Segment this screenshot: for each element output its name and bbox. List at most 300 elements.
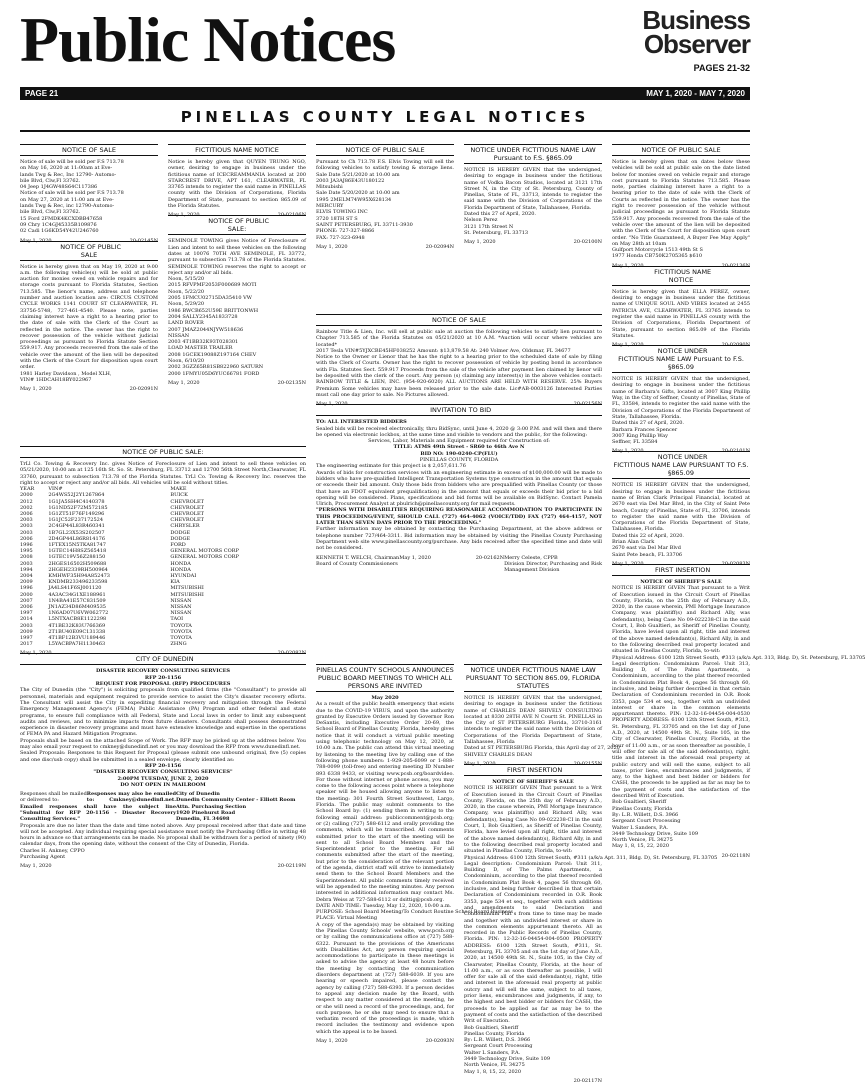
notice-body: Legal description: Condominium Parcel: Unit 311, Building D, of The Palms Apartments, a Condominium, according to the plat thereof recorded in Condominium Plat Book 4, pages 56 through 60, inclusive, and being further described in that certain Declaration of Condominium recorded in O.R. Book 3353, page 534 et seq., together with such additions and amendments to said Declaration and Condominium Plat s from time to time may be made and together with an undivided interest or share in the common elements appurtenant thereto. All as recorded in the Public Records of Pinellas County, Florida. PIN: 12-32-16-04454-004-0500 PROPERTY ADDRESS: 6100 12th Street South, #311, St. Petersburg, FL 33705 and on the 1st day of June A.D., 2020, at 14500 49th St. N., Suite 105, in the City of Clearwater, Pinellas County, Florida, at the hour of 11:00 a.m., or as soon thereafter as possible, I will offer for sale all of the said defendant(s), right, title and interest in the aforesaid real property at public outcry and will sell the same, subject to all taxes, prior liens, encumbrances and judgments, if any, to the highest and best bidder or bidders for CASH, the proceeds to be applied as far as may be to the payment of costs and the satisfaction of the described Writ of Execution. (464, 860, 602, 1025)
notice-body: NOTICE IS HEREBY GIVEN that the undersigned, desiring to engage in business under the fictitious name of Vodka Bacon Studios, located at 3121 17th Street N, in the City of St. Petersburg, County of Pinellas, State of FL, 33713, intends to register the said name with the Division of Corporations of the Florida Department of State, Tallahassee, Florida. (464, 167, 602, 211)
notice-line: Barbara Frances Spencer (612, 426, 678, 433)
notice-line: Dunedin, FL 34698 (176, 816, 230, 823)
table-cell: 2017 (20, 641, 33, 648)
notice-body: Rainbow Title & Lien, Inc. will sell at public sale at auction the following vehicles to satisfy lien pursuant to Chapter 713.585 of the Florida Statutes on 05/21/2020 at 10 A.M. *Auction will occur where vehicles are located* (316, 329, 602, 348)
notice-code: 20-02094N (425, 243, 454, 250)
table-cell: CHEVROLET (170, 498, 205, 505)
notice-line: Management Division (504, 567, 560, 574)
notice-date: May 1, 2020 (612, 560, 644, 567)
notice-line: 2004 SALLY2345A1833728 (168, 313, 238, 320)
notice-line: Dated at ST PETERSBURG Florida, this April day of 27, 2020 (464, 745, 620, 752)
table-cell: 1G1JC52F237172524 (48, 517, 104, 524)
notice-line: 1977 Honda CB750K2705365 $610 (612, 253, 703, 260)
table-cell: GENERAL MOTORS CORP (170, 548, 239, 555)
notice-title: TITLE: ATMS 49th Street - SR60 to 46th Ave N (393, 444, 525, 451)
notice (612, 564, 865, 859)
notice-code: 20-02093N (425, 1038, 454, 1045)
notice-line: Dated this 27 of April, 2020. (612, 420, 685, 427)
table-cell: HONDA (170, 566, 191, 573)
table-cell: NISSAN (170, 604, 192, 611)
table-header-cell: VIN# (48, 486, 63, 493)
notice-line: 3121 17th Street N (464, 223, 514, 230)
notice-columns (20, 138, 865, 1084)
table-cell: 2D4GP44L86R814176 (48, 535, 106, 542)
notice-body: NOTICE IS HEREBY GIVEN That pursuant to a Writ of Execution issued in the Circuit Court of Pinellas County, Florida, on the 25th day of February A.D., 2020, in the cause wherein, PMI Mortgage Insurance Company, was plaintiff(s) and Richard Ally, was defendant(s), being Case No 09-022238-CI in the said Court, I, Bob Gualtieri, as Sheriff of Pinellas County, Florida, have levied upon all right, title and interest of the above named defendant(s), Richard Ally, in and to the following described real property located and situated in Pinellas County, Florida, to-wit: (612, 585, 750, 655)
notice-subheading: REQUEST FOR PROPOSAL (RFP) PROCEDURES (95, 681, 231, 688)
table-cell: 2G4WS52J2Y1267864 (48, 492, 105, 499)
notice-line: 2015 RFVPMF2053F000689 MOTI (168, 282, 257, 289)
notice-line: DATE AND TIME: Tuesday, May 12, 2020, 10:00 a.m. (316, 902, 452, 909)
table-cell: 2003 (20, 529, 33, 536)
table-cell: 1FTEX15N5TKA81747 (48, 542, 106, 549)
notice-body: NOTICE IS HEREBY GIVEN that the undersigned, desiring to engage in business under the fictitious name of CHARLES DEAN SHIVELY CONSULTING located at 8330 28TH AVE N Courtt St. PINELLAS in the City of ST PETERSBURG Florida, 33710-3161 intends to register the said name with the Division of Corporations of the Florida Department of State, Tallahassee, Florida (464, 695, 602, 746)
notice-date: May 1, 2020 (316, 401, 348, 408)
notice (20, 446, 306, 657)
notice-line: 3449 Technology Drive, Suite 109 (464, 1056, 551, 1063)
notice-line: 2005 1FMCU02715DA35410 VW (168, 295, 252, 302)
notice-date: May 1, 2020 (612, 262, 644, 269)
notice-body: Notice is hereby given that ELLA PEREZ, owner, desiring to engage in business under the fictitious name of UNIQUE SOUL AND VIBES located at 2455 PATRICIA AVE, CLEARWATER, FL 33765 intends to register the said name in PINELLAS county with the Division of Corporations, Florida Department of State, pursuant to section 865.09 of the Florida Statutes. (612, 288, 750, 339)
notice-heading: NOTICE OF PUBLIC SALE (20, 241, 158, 261)
notice-body: Responses may also be emailed to: Cmkney@dunedinfl.net. Emailed responses shall have the subject line "Submittal for RFP 20-1156 - Disaster Recovery Consulting Services." (20, 791, 176, 823)
table-header-cell: YEAR (20, 486, 35, 493)
notice-line: Pinellas County, Florida (464, 1030, 525, 1037)
notice (316, 144, 454, 250)
notice (612, 345, 750, 455)
notice-heading: FICTITIOUS NAME NOTICE (612, 266, 750, 286)
notice-heading: NOTICE OF PUBLIC SALE (316, 144, 454, 156)
table-cell: 2009 (20, 628, 33, 635)
notice (20, 144, 158, 244)
notice-line: Dated this 27 of April, 2020. (464, 211, 537, 218)
notice-line: 3449 Technology Drive, Suite 109 (612, 830, 699, 837)
table-cell: KMHWF35H94A852473 (48, 573, 110, 580)
notice (464, 144, 602, 246)
notice (612, 144, 750, 269)
table-cell: DODGE (170, 535, 191, 542)
notice-code: 20-02090N (721, 342, 750, 349)
notice-heading: FIRST INSERTION (464, 764, 602, 776)
table-cell: 1GTEC19V56Z288150 (48, 554, 106, 561)
notice-heading: NOTICE UNDER FICTITIOUS NAME LAW Pursuant to F.S. §865.09 (464, 144, 602, 164)
wide-column-left (20, 440, 306, 1018)
notice-line: Dated this 22 of April, 2020. (612, 532, 685, 539)
notice-line: Division Director, Purchasing and Risk (504, 560, 602, 567)
notice-body: As a result of the public health emergency that exists due to the COVID-19 VIRUS, and upon the authority granted by Executive Orders issued by Governor Ron DeSantis, including Executive Order 20-69, the School Board of Pinellas County, Florida, hereby gives notice that it will conduct a virtual public meeting using telephonic technology on May 12, 2020, at 10:00 a.m. The public can attend this virtual meeting by listening to the meeting live by calling one of the following phone numbers: 1-929-205-6099 or 1-888-788-0099 (toll-free) and entering meeting ID Number 893 6338 9433, or visiting www.pcsb.org/boardvideo. For those without internet or phone access, you may come to the following access point where a telephone speaker will be housed allowing anyone to listen to the meeting: 301 Fourth Street Southwest, Largo, Florida. The public may submit comments to the School Board by: (1) sending them in writing to the following email address: publiccomment@pcsb.org; or (2) calling (727) 588-6112 and orally providing the comments, which will be transcribed. All comments submitted prior to the start of the meeting will be sent to all School Board Members and the Superintendent prior to the meeting. For all comments submitted after the start of the meeting, but prior to the consideration of the relevant portion of the agenda, district staff will strive to immediately send them to the School Board Members and the Superintendent. All public comments timely received will be appended to the meeting minutes. Any person interested in additional information may contact Ms. Debra Weiss at 727-588-6112 or dsittig@pcsb.org. (316, 701, 454, 903)
notice-heading: NOTICE OF PUBLIC SALE: (168, 215, 306, 235)
table-cell: 2003 (20, 523, 33, 530)
notice-body: Legal description: Condominium Parcel: Unit 313, Building D, of The Palms Apartments, a Condominium, according to the plat thereof recorded in Condominium Plat Book 4, pages 56 through 60, inclusive, and being further described in that certain Declaration of Condominium recorded in O.R. Book 3353, page 534 et seq., together with an undivided interest or share in the common elements appurtenant thereto. PIN: 12-32-16-04454-004-0530 PROPERTY ADDRESS: 6100 12th Street South, #313, St. Petersburg, FL 33705 and on the 1st day of June A.D., 2020, at 14500 49th St. N., Suite 105, in the City of Clearwater, Pinellas County, Florida, at the hour of 11:00 a.m., or as soon thereafter as possible, I will offer for sale all of the said defendant(s), right, title and interest in the aforesaid real property at public outcry and will sell the same, subject to all taxes, prior liens, encumbrances and judgments, if any, to the highest and best bidder or bidders for CASH, the proceeds to be applied as far as may be to the payment of costs and the satisfaction of the described Writ of Execution. (612, 660, 750, 800)
notice-body: NOTICE IS HEREBY GIVEN That pursuant to a Writ of Execution issued in the Circuit Court of Pinellas County, Florida, on the 25th day of February A.D., 2020, in the cause wherein, PMI Mortgage Insurance Company, was plaintiff(s) and Richard Ally, was defendant(s), being Case No 09-022238-CI in the said Court, I, Bob Gualtieri, as Sheriff of Pinellas County, Florida, have levied upon all right, title and interest of the above named defendant(s), Richard Ally, in and to the following described real property located and situated in Pinellas County, Florida, to-wit: (464, 785, 602, 855)
rfp-number: RFP 20-1156 (144, 762, 182, 769)
notice-date: May 1, 2020 (316, 1038, 348, 1045)
notice-line: 1986 BWCB652U59E BRITTONWH (168, 307, 259, 314)
notice-line: 1981 Harley Davidson , Model XLH, (20, 370, 112, 377)
notice-line: PURPOSE: School Board Meeting/To Conduct Routine School Board Business (316, 909, 513, 916)
notice-line: 09 Chry 1C4GJ45335B109876 (20, 221, 97, 228)
notice (464, 664, 620, 767)
table-cell: 1N4BA41E57C831509 (48, 597, 106, 604)
notice-date: May 1, 2020 (399, 554, 431, 561)
rfp-title: "DISASTER RECOVERY CONSULTING SERVICES" (93, 769, 233, 776)
logo-word-business: Business (642, 5, 750, 35)
notice-body: The City of Dunedin (the "City") is soliciting proposals from qualified firms (the "Consultant") to provide all personnel, materials and equipment required to provide service to assist the City's disaster recovery efforts. The Consultant will assist the City in expediting financial recovery and mitigation through the Federal Emergency Management Agency's (FEMA) Public Assistance (PA) Program and other federal and state programs, to ensure full compliance with all Federal, State and Local laws in order to limit any subsequent audits and reviews, and to minimize impacts from future disasters. Consultants shall possess demonstrated experience in disaster recovery programs and must have extensive knowledge and expertise in the operations of FEMA PA and Hazard Mitigation Programs. (20, 687, 306, 738)
notice-body: Further information may be obtained by contacting the Purchasing Department, at the above address or telephone number 727/464-3311. Bid information may be obtained by visiting the Pinellas County Purchasing Department web site www.pinellascounty.org/purchase. Any bids received after the specified time and date will not be considered. (316, 526, 602, 552)
table-cell: 2008 (20, 554, 33, 561)
notice-line: 15 Ford 2FMDK4KCXDBB47658 (20, 215, 103, 222)
notice-line: Sergeant Court Processing (464, 1043, 533, 1050)
notice-line: Noon, 5/29/20 (168, 301, 205, 308)
table-cell: TOYOTA (170, 628, 192, 635)
table-cell: KIA (170, 579, 180, 586)
notice-code: 20-02136N (721, 262, 750, 269)
notice (20, 653, 306, 870)
notice-line: 2008 1GCEK19088Z197164 CHEV (168, 351, 257, 358)
table-cell: CHEVROLET (170, 517, 205, 524)
date-bar (20, 87, 750, 100)
table-cell: 1G1JA5SH4C4140378 (48, 498, 105, 505)
notice-date: May 1, 2020 (464, 760, 496, 767)
notice-line: Seffner, FL 33584 (612, 439, 658, 446)
table-cell: JN1AZ34D86M409535 (48, 604, 106, 611)
table-header-cell: MAKE (170, 486, 187, 493)
notice-line: 2670 east via Del Mar Blvd (612, 545, 681, 552)
notice-heading: PINELLAS COUNTY SCHOOLS ANNOUNCES PUBLIC BOARD MEETINGS TO WHICH ALL PERSONS ARE INVITED (316, 666, 454, 690)
notice-line: 3720 18TH ST S (316, 215, 358, 222)
notice-line: City of Dunedin (176, 791, 220, 798)
delivery-left (20, 791, 87, 804)
table-cell: DODGE (170, 529, 191, 536)
notice-line: May 1, 8, 15, 22, 2020 (612, 843, 670, 850)
notice-code: 20-02118N (721, 852, 750, 859)
table-cell: L5YACBPA7H1130463 (48, 641, 106, 648)
notice-line: 2003 4T1BB32K93T028301 (168, 339, 239, 346)
notice-line: Pinellas County, Florida (612, 805, 673, 812)
notice (612, 451, 750, 567)
notice-heading: CITY OF DUNEDIN (20, 653, 306, 665)
notice-line: SHIVELY CHARLES DEAN (464, 751, 533, 758)
notice-line: PLACE: Virtual Meeting (316, 915, 378, 922)
notice-code: 20-02091N (129, 386, 158, 393)
notice-body: TrLl Co. Towing & Recovery Inc. gives Notice of Foreclosure of Lien and intent to sell these vehicles on 05/21/2020, 10:00 am at 125 16th St. So. St. Petersburg, FL 33712 and 12700 56th Street North,Clearwater, FL 33760, pursuant to subsection 713.78 of the Florida Statutes. TrLl Co. Towing & Recovery Inc. reserves the right to accept or reject any and/or all bids. All vehicles will be sold without titles. (20, 461, 306, 486)
notice-bid-number: BID NO: 190-0240-CP(FLU) (420, 450, 498, 457)
table-cell: L5NTXACB8E1122298 (48, 616, 107, 623)
table-cell: 2006 (20, 604, 33, 611)
notice-code: 20-02145N (129, 237, 158, 244)
notice-line: Sale Date 5/20/2020 at 10:00 am (316, 190, 400, 197)
notice-body: Sealed Proposals: Responses to this Request for Proposal (please submit one unbound original, five (5) copies and one disc/usb copy) shall be submitted in a sealed envelope, clearly identified as: (20, 750, 306, 763)
notice-date: May 1, 2020 (20, 863, 52, 870)
notice-line: lands Twg & Rec, Inc 12790- Automo- (20, 171, 117, 178)
notice-body: Awards of bids for construction services with an engineering estimate in excess of $100,000.00 will be made to bidders who have pre-qualified Intelligent Transportation Systems type construction in the amount that equals or exceeds their bid amount. Only those bids from bidders who are prequalified with Pinellas County (or those that have an FDOT equivalent prequalification) in the amount that equals or exceeds their bid prior to a bid opening will be considered. Plans, specifications and bid forms will be available on BidSync. Contact Pamela Ulrich, Procurement Analyst at pbulrich@pinellascounty.org for mail requests. (316, 469, 602, 508)
notice-date: May 1, 2020 (20, 386, 52, 393)
table-cell: 1997 (20, 610, 33, 617)
notice-line: Walter L Sanders, P.A. (464, 1049, 521, 1056)
notice-accessibility: "PERSONS WITH DISABILITIES REQUIRING REASONABLE ACCOMMODATION TO PARTICIPATE IN THIS PROCEEDING/EVENT, SHOULD CALL (727) 464-4062 (VOICE/TDD) FAX (727) 464-4157, NOT LATER THAN SEVEN DAYS PRIOR TO THE PROCEEDING." (316, 507, 602, 527)
notice-line: PHONE: 727-327-8866 (316, 228, 375, 235)
notice-body: Notice to the Owner or Lienor that he has the right to a hearing prior to the scheduled date of sale by filing with the Clerk of Courts. Owner has the right to recover possession of vehicle by posting bond in accordance with Fla. Statutes Sect. 559.917 Proceeds from the sale of the vehicle after payment lien claimed by lienor will be deposited with the clerk of the court. Any person (s) claiming any interest(s) in the above vehicles contact: RAINBOW TITLE & LIEN, INC. (954-920-6020) ALL AUCTIONS ARE HELD WITH RESERVE. 25% Buyers Premium Some vehicles may have been released prior to the sale date. Lic#AB-0003126 Interested Parties must call one day prior to sale. No Pictures allowed. (316, 354, 602, 398)
notice-line: Bob Gualtieri, Sheriff (464, 1024, 519, 1031)
notice-subheading: NOTICE OF SHERIFF'S SALE (640, 578, 722, 585)
notice-date: May 1, 2020 (316, 243, 348, 250)
table-cell: 1996 (20, 585, 33, 592)
notice-date: May 1, 2020 (168, 212, 200, 219)
notice-line: Dunedin Community Center - Elliott Room (176, 797, 296, 804)
table-cell: 2002 (20, 504, 33, 511)
notice-line: Charles H. Ankney, CPPO (20, 847, 85, 854)
table-cell: 2003 (20, 560, 33, 567)
masthead (20, 0, 750, 84)
page-title: Public Notices (20, 4, 396, 75)
notice-line: 1995 2MELM74W95X628134 (316, 196, 392, 203)
notice-line: lands Twg & Rec, inc 12790-Automo- (20, 203, 115, 210)
notice-line: SAINT PETERSBURG, FL 33711-3930 (316, 221, 413, 228)
notice-line: VIN# 1HDCAH18BY022967 (20, 376, 92, 383)
notice (316, 314, 602, 408)
table-cell: 2012 (20, 498, 33, 505)
table-cell: JA4LS41F6SJ001120 (48, 585, 102, 592)
notice-line: Noon, 6/10/20 (168, 358, 205, 365)
delivery-right (176, 791, 306, 822)
table-cell: CHEVROLET (170, 511, 205, 517)
notice-heading: NOTICE UNDER FICTITIOUS NAME LAW Pursuant to F.S. §865.09 (612, 345, 750, 373)
notice-body: Proposals are due no later than the date and time noted above. Any proposal received after that date and time will not be accepted. Any individual requiring special assistance must notify the Purchasing Office in writing 48 hours in advance so that arrangements can be made. No proposal shall be withdrawn for a period of ninety (90) calendar days, from the opening date, without the consent of the City of Dunedin, Florida. (20, 822, 306, 848)
table-cell: KNDMB233496233598 (48, 579, 108, 586)
table-cell: TAOI (170, 616, 184, 623)
notice-body: Sealed bids will be received electronically, thru BidSync, until June 4, 2020 @ 3:00 P.M. and will then and there be opened via electronic lockbox, at the same time and visible to vendors and the public, for the following: (316, 425, 602, 438)
notice (464, 764, 718, 1084)
table-cell: GENERAL MOTORS CORP (170, 554, 239, 561)
notice-line: or delivered to: (20, 797, 59, 804)
notice-line: Notice of sale will be sold per F.S 713.78 (20, 190, 124, 197)
notice-line: on May 27, 2020 at 11:00 am at Eve- (20, 196, 114, 203)
table-cell: 2014 (20, 616, 33, 623)
notice-subject: Services, Labor, Materials and Equipment required for Construction of: (368, 438, 550, 445)
notice-line: North Venice, FL 34275 (464, 1062, 525, 1069)
notice-line: By: L.R. Willett, D.S. 3966 (612, 811, 679, 818)
notice-line: North Venice, FL 34275 (612, 837, 673, 844)
signature-left (316, 555, 399, 568)
table-cell: 1996 (20, 542, 33, 549)
table-cell: 1997 (20, 635, 33, 642)
notice-body: A copy of the agenda(s) may be obtained by visiting the Pinellas County Schools' website, www.pcsb.org or by calling the communications office at (727) 588-6322. Pursuant to the provisions of the Americans with Disabilities Act, any person requiring special accommodations to participate in these meetings is asked to advise the agency at least 48 hours before the meeting by contacting the communication disorders department at (727) 588-6039. If you are hearing or speech impaired, please contact the agency by calling (727) 588-6393. If a person decides to appeal any decision made by the Board, with respect to any matter considered at the meeting, he or she will need a record of the proceedings, and, for such purpose, he or she may need to ensure that a verbatim record of the proceedings is made, which record includes the testimony and evidence upon which the appeal is to be based. (316, 921, 454, 1035)
notice-line: LAND ROVER (168, 320, 204, 327)
notice-line: Bob Gualtieri, Sheriff (612, 799, 667, 806)
table-cell: 2003 (20, 622, 33, 629)
notice-date: May 1, 2020 (20, 650, 52, 657)
notice-line: 2000 1FMYU05D6YUC66781 FORD (168, 370, 260, 377)
issue-dates: MAY 1, 2020 - MAY 7, 2020 (646, 89, 745, 98)
table-cell: 4T1BF12B3VU189446 (48, 635, 106, 642)
table-cell: NISSAN (170, 597, 192, 604)
notice-heading: INVITATION TO BID (316, 404, 602, 416)
notice-line: LOAD MASTER TRAILER (168, 345, 233, 352)
notice-estimate: The engineering estimate for this project is $ 2,057,611.76 (316, 463, 466, 470)
table-cell: CHRYSLER (170, 523, 200, 530)
notice-line: Merry Celeste, CPPB (504, 554, 558, 561)
notice (20, 241, 158, 393)
notice-line: Walter L Sanders, P.A. (612, 824, 669, 831)
notice (612, 266, 750, 349)
notice-line: By: L.R. Willett, D.S. 3966 (464, 1037, 531, 1044)
table-cell: 4A3AC34G1XE188961 (48, 591, 106, 598)
notice-line: bile Blvd, Clw,Fl 33762. (20, 177, 81, 184)
notice-line: ELVIS TOWING INC (316, 209, 368, 216)
notice-line: Purchasing Agent (20, 854, 66, 861)
table-cell: MITSUBISHI (170, 591, 204, 598)
notice-heading: NOTICE OF PUBLIC SALE (612, 144, 750, 156)
notice-heading: NOTICE OF SALE (20, 144, 158, 156)
notice-line: Board of County Commissioners (316, 560, 398, 567)
table-row (20, 641, 306, 647)
notice-code: 20-02100N (573, 239, 602, 246)
notice-body: Notice is hereby given that QUYEN TRUNG NGO, owner, desiring to engage in business under the fictitious name of ICECREAMMANIA located at 200 STARCREST DRIVE, APT 161, CLEARWATER, FL 33765 intends to register the said name in PINELLAS county with the Division of Corporations, Florida Department of State, pursuant to section 865.09 of the Florida Statutes. (168, 159, 306, 210)
table-cell: FORD (170, 542, 186, 549)
table-cell: HONDA (170, 560, 191, 567)
notice-subheading: NOTICE OF SHERIFF'S SALE (492, 778, 574, 785)
notice-line: 2002 3GZZ65R81SB822960 SATURN (168, 364, 264, 371)
table-cell: TOYOTA (170, 622, 192, 629)
notice-code: 20-02082N (277, 650, 306, 657)
notice-heading: FIRST INSERTION (612, 564, 750, 576)
notice (168, 144, 306, 219)
notice-code: 20-02155N (573, 760, 602, 767)
table-cell: 1G1ND52F72M572185 (48, 504, 108, 511)
vehicle-table (20, 486, 306, 647)
notice-line: Saint Pete beach, FL 33706 (612, 551, 683, 558)
notice (316, 404, 602, 574)
signature-right (504, 555, 602, 574)
table-cell: 2HGEH2339RH500964 (48, 566, 108, 573)
rfp-due: 2:00PM TUESDAY, JUNE 2, 2020 (117, 775, 209, 782)
notice-line: Sergeant Court Processing (612, 818, 681, 825)
notice-line: Noon, 5/15/20 (168, 276, 205, 283)
notice-line: Noon, 5/22/20 (168, 288, 205, 295)
notice-code: 20-02135N (277, 379, 306, 386)
notice (168, 215, 306, 386)
notice-to: TO: ALL INTERESTED BIDDERS (316, 419, 407, 426)
notice-subheading: RFP 20-1156 (144, 674, 182, 681)
notice-body: Pursuant to Ch 713.78 F.S. Elvis Towing will sell the following vehicles to satisfy towing & storage liens. Sale Date 5/21/2020 at 10:00 am (316, 159, 454, 178)
notice-line: St. Petersburg, FL 33713 (464, 229, 529, 236)
logo-word-observer: Observer (643, 29, 750, 59)
table-cell: 1994 (20, 566, 33, 573)
notice-line: 2003 JA3AJ86E43U180122 (316, 177, 385, 184)
notice-line: NISSAN (168, 332, 190, 339)
notice-heading: NOTICE UNDER FICTITIOUS NAME LAW PURSUANT TO SECTION 865.09, FLORIDA STATUTES (465, 666, 601, 690)
notice-line: on May 16, 2020 at 11:00am at Eve- (20, 165, 113, 172)
notice-line: MERCURY (316, 203, 344, 210)
notice-line: Attn. Purchasing Section (176, 803, 247, 810)
notice-code: 20-02156N (573, 401, 602, 408)
notice-body: Proposals shall be based on the attached Scope of Work. The RFP may be picked up at the address below. You may also email your request to cmkney@dunedinfl.net or you may download the RFP from www.dunedinfl.net. (20, 737, 306, 751)
notice-line: FAX: 727-323-6948 (316, 234, 365, 241)
notice-line: 02 Cadi 1G6KD54Y42U246760 (20, 228, 99, 235)
notice-date: May 1, 2020 (612, 448, 644, 455)
table-cell: 2006 (20, 535, 33, 542)
notice-line: Physical Address: 6100 12th Street South, #311 (a/k/a Apt. 311, Bldg. D), St. Petersburg, FL 33705 (464, 854, 718, 861)
table-cell: TOYOTA (170, 635, 192, 642)
table-cell: 2C4GP44L83R460341 (48, 523, 105, 530)
table-cell: 2000 (20, 492, 33, 499)
notice-subheading: DISASTER RECOVERY CONSULTING SERVICES (95, 668, 231, 675)
notice-line: Physical Address: 6100 12th Street South, #313 (a/k/a Apt. 313, Bldg. D), St. Petersburg, FL 33705 (612, 654, 865, 661)
table-cell: NISSAN (170, 610, 192, 617)
notice-date: May 1, 2020 (20, 237, 52, 244)
table-cell: 2T1BU40E09C131338 (48, 628, 106, 635)
notice-line: Notice of sale will be sold per F.S 713.78 (20, 159, 124, 165)
table-cell: 1995 (20, 548, 33, 555)
table-cell: 1G1ZT51F76F149296 (48, 511, 105, 517)
table-cell: 1GTEC14H8SZ565418 (48, 548, 107, 555)
table-cell: 2HGES16502H509688 (48, 560, 107, 567)
notice-code: 20-02106N (277, 212, 306, 219)
notice-line: KENNETH T. WELCH, Chairman (316, 554, 400, 561)
notice-line: Brian Alan Clark (612, 539, 655, 546)
notice-date: May 1, 2020 (612, 342, 644, 349)
page-number: PAGE 21 (25, 89, 59, 98)
notice-line: 2017 Tesla VIN#5YJXCBE45HF038252 Amount: $13,879.58 At: 240 Volmer Ave, Oldsmar, FL 34677 (316, 347, 571, 354)
table-cell: MITSUBISHI (170, 585, 204, 592)
table-cell: 2009 (20, 579, 33, 586)
table-cell: 2007 (20, 597, 33, 604)
rfp-note: DO NOT OPEN IN MAILROOM (120, 781, 206, 788)
notice-line: 1920 Pinehurst Road (176, 810, 236, 816)
column-5 (612, 138, 865, 1018)
table-cell: 2000 (20, 591, 33, 598)
notice-body: Notice is hereby given that on May 19, 2020 at 9:00 a.m. the following vehicle(s) will be sold at public auction for monies owed on vehicle repairs and for storage costs pursuant to Florida Statutes, Section 713.585. The lienor's name, address and telephone number and auction location are: CIRCUS CUSTOM CYCLE WORKS 1141 COURT ST CLEARWATER, FL 33756-5748, 727-461-4540. Please note, parties claiming interest have a right to a hearing prior to the date of sale with the Clerk of the Court as reflected in the notice. The owner has the right to recover possession of the vehicle without judicial proceedings as pursuant to Florida Statute Section 559.917. Any proceeds recovered from the sale of the vehicle over the amount of the lien will be deposited with the Clerk of the Court for disposition upon court order. (20, 263, 158, 371)
notice-code: 20-02083N (721, 560, 750, 567)
table-cell: HYUNDAI (170, 573, 197, 580)
page-range: PAGES 21-32 (693, 63, 750, 73)
notice-line: Gulfport Motorcycle 1513 49th St S (612, 247, 703, 254)
table-cell: 4T1BE32K83U766369 (48, 622, 106, 629)
section-title: PINELLAS COUNTY LEGAL NOTICES (20, 104, 750, 132)
table-cell: 2003 (20, 517, 33, 524)
notice-code: 20-02162N (475, 554, 505, 561)
table-cell: CHEVROLET (170, 504, 205, 511)
notice-line: Mitsubishi (316, 184, 343, 191)
table-cell: 1B7GL23X53S202507 (48, 529, 105, 536)
notice-date: May 1, 2020 (168, 379, 200, 386)
notice-line: bile Blvd, Clw,Fl 33762. (20, 209, 81, 216)
notice-county: PINELLAS COUNTY, FLORIDA (419, 457, 499, 464)
notice-line: 3007 King Phillip Way (612, 432, 668, 439)
notice-code: 20-02119N (277, 863, 306, 870)
notice-body: SEMINOLE TOWING gives Notice of Foreclosure of Lien and intent to sell these vehicles on the following dates at 10076 70TH AVE SEMINOLE, FL 33772, pursuant to subsection 713.78 of the Florida Statutes. SEMINOLE TOWING reserves the right to accept or reject any and/or all bids. (168, 238, 306, 276)
notice-body: NOTICE IS HEREBY GIVEN that the undersigned, desiring to engage in business under the fictitious name of Brian Clark Principal Financial, located at 2670 east via Del Mar Blvd, in the City of Saint Pete beach, County of Pinellas, State of FL, 33706, intends to register the said name with the Division of Corporations of the Florida Department of State, Tallahassee, Florida. (612, 482, 750, 533)
notice-line: Responses shall be mailed (20, 791, 87, 798)
notice-line: 2007 JMAZ2044NJYW518636 (168, 326, 244, 333)
notice-heading: NOTICE UNDER FICTITIOUS NAME LAW PURSUANT TO F.S. §865.09 (613, 453, 749, 478)
table-cell: 2004 (20, 573, 33, 580)
notice-code: 20-02101N (721, 448, 750, 455)
notice-date: May 1, 2020 (464, 239, 496, 246)
business-observer-logo (642, 5, 750, 59)
notice-heading: FICTITIOUS NAME NOTICE (168, 144, 306, 156)
table-cell: ZHNG (170, 641, 187, 648)
table-cell: BUICK (170, 492, 188, 499)
notice-line: Nelson Perez (464, 217, 498, 224)
notice-subheading: May 2020 (371, 695, 399, 701)
notice-heading: NOTICE OF PUBLIC SALE: (20, 446, 306, 458)
table-cell: 1N6AD07U6VW062772 (48, 610, 109, 617)
notice-line: 04 Jeep 1J4GW48S64C117386 (20, 184, 98, 191)
notice-body: NOTICE IS HEREBY GIVEN that the undersigned, desiring to engage in business under the fictitious name of Barbara's Gifts, located at 3007 King Phillip Way, in the City of Seffner, County of Pinellas, State of FL, 33584, intends to register the said name with the Division of Corporations of the Florida Department of State, Tallahassee, Florida. (612, 376, 750, 420)
notice-code: 20-02117N (573, 1077, 602, 1084)
notice-line: May 1, 8, 15, 22, 2020 (464, 1068, 522, 1075)
notice-heading: NOTICE OF SALE (316, 314, 602, 326)
